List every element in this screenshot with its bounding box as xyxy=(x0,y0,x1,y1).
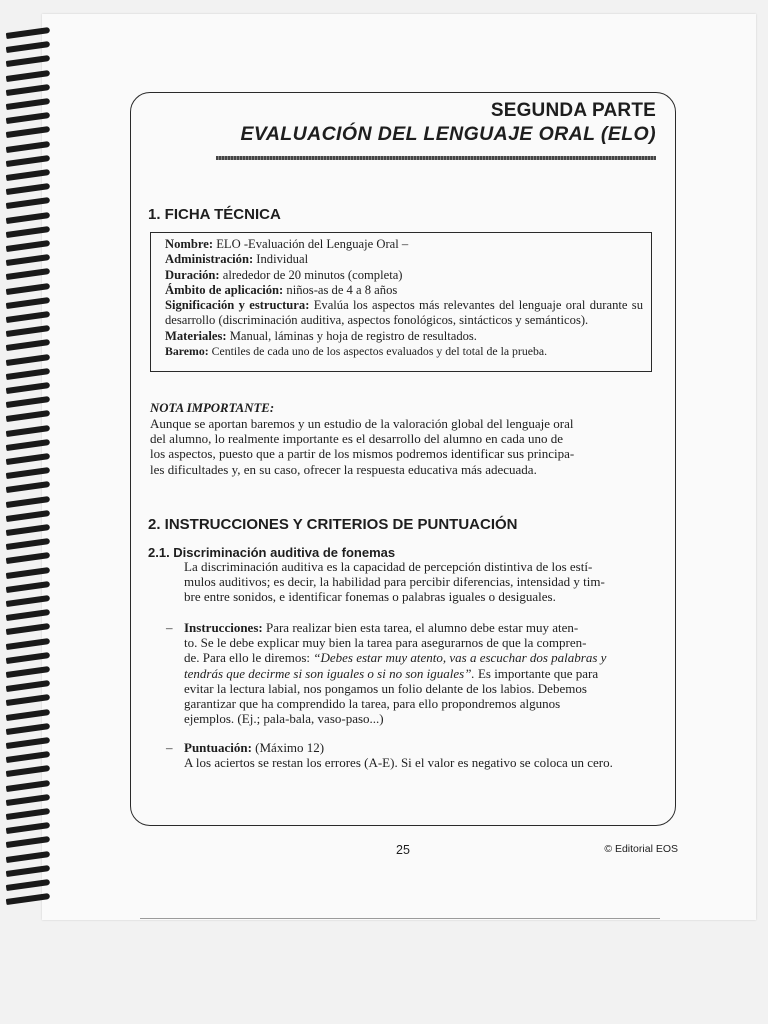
spiral-coil xyxy=(6,84,50,96)
spiral-coil xyxy=(6,55,50,67)
spiral-coil xyxy=(6,567,50,579)
spiral-coil xyxy=(6,27,50,39)
intro-line: mulos auditivos; es decir, la habilidad para percibir diferencias, intensidad y tim- xyxy=(184,574,605,590)
spiral-coil xyxy=(6,141,50,153)
spiral-coil xyxy=(6,368,50,380)
spiral-coil xyxy=(6,126,50,138)
spiral-coil xyxy=(6,595,50,607)
spiral-coil xyxy=(6,851,50,863)
spiral-coil xyxy=(6,439,50,451)
nota-line: del alumno, lo realmente importante es el desarrollo del alumno en cada uno de xyxy=(150,431,563,447)
spiral-coil xyxy=(6,496,50,508)
spiral-coil xyxy=(6,751,50,763)
spiral-coil xyxy=(6,481,50,493)
part-label: SEGUNDA PARTE xyxy=(490,100,656,121)
spiral-coil xyxy=(6,666,50,678)
spiral-binding xyxy=(6,30,52,920)
part-title: EVALUACIÓN DEL LENGUAJE ORAL (ELO) xyxy=(240,123,656,145)
spiral-coil xyxy=(6,808,50,820)
spiral-coil xyxy=(6,652,50,664)
spiral-coil xyxy=(6,41,50,53)
spiral-coil xyxy=(6,836,50,848)
spiral-coil xyxy=(6,623,50,635)
section-1-heading: 1. FICHA TÉCNICA xyxy=(148,206,281,223)
spiral-coil xyxy=(6,609,50,621)
instrucciones-label: Instrucciones: xyxy=(184,620,263,635)
spiral-coil xyxy=(6,254,50,266)
section-2-heading: 2. INSTRUCCIONES Y CRITERIOS DE PUNTUACIÓN xyxy=(148,516,518,533)
ficha-row-duracion: Duración: alrededor de 20 minutos (completa) xyxy=(165,267,403,282)
spiral-coil xyxy=(6,226,50,238)
title-divider xyxy=(216,156,656,160)
spiral-coil xyxy=(6,297,50,309)
nota-line: los aspectos, puesto que a partir de los mismos podremos identificar sus principa- xyxy=(150,446,575,462)
spiral-coil xyxy=(6,737,50,749)
ficha-row-ambito: Ámbito de aplicación: niños-as de 4 a 8 años xyxy=(165,282,398,297)
spiral-coil xyxy=(6,339,50,351)
spiral-coil xyxy=(6,410,50,422)
instrucciones-item: Instrucciones: Para realizar bien esta tarea, el alumno debe estar muy aten- to. Se le debe explicar muy bien la tarea para asegurarnos de que la compren- de. Para ello le diremos: “Debes estar muy atento, vas a escuchar dos palabras y tendrás que decirme si son iguales o si no son iguales”. Es importante que para evitar la lectura labial, nos pongamos un folio delante de los labios. Debemos garantizar que ha comprendido la tarea, para ello propondremos algunos ejemplos. (Ej.; pala-bala, vaso-paso...) xyxy=(184,620,607,727)
spiral-coil xyxy=(6,212,50,224)
spiral-coil xyxy=(6,638,50,650)
copyright: © Editorial EOS xyxy=(604,843,678,855)
nota-line: Aunque se aportan baremos y un estudio de la valoración global del lenguaje oral xyxy=(150,416,574,431)
ficha-tecnica-box xyxy=(150,232,652,372)
spiral-coil xyxy=(6,765,50,777)
spiral-coil xyxy=(6,552,50,564)
spiral-coil xyxy=(6,865,50,877)
spiral-coil xyxy=(6,155,50,167)
spiral-coil xyxy=(6,425,50,437)
instruction-quote: tendrás que decirme si son iguales o si no son iguales”. xyxy=(184,665,475,681)
spiral-coil xyxy=(6,467,50,479)
spiral-coil xyxy=(6,311,50,323)
spiral-coil xyxy=(6,780,50,792)
spiral-coil xyxy=(6,240,50,252)
subsection-2-1-heading: 2.1. Discriminación auditiva de fonemas xyxy=(148,545,396,560)
spiral-coil xyxy=(6,396,50,408)
spiral-coil xyxy=(6,325,50,337)
spiral-coil xyxy=(6,453,50,465)
ficha-row-nombre: Nombre: ELO -Evaluación del Lenguaje Oral – xyxy=(165,237,409,251)
puntuacion-dash: – xyxy=(166,740,173,755)
ficha-row-significacion: Significación y estructura: Evalúa los aspectos más relevantes del lenguaje oral durante su desarrollo (discriminación auditiva, aspectos fonológicos, sintácticos y semánticos). xyxy=(165,298,643,328)
spiral-coil xyxy=(6,581,50,593)
spiral-coil xyxy=(6,680,50,692)
page-number: 25 xyxy=(396,843,410,857)
spiral-coil xyxy=(6,197,50,209)
spiral-coil xyxy=(6,382,50,394)
bottom-edge-line xyxy=(140,918,660,919)
ficha-row-administracion: Administración: Individual xyxy=(165,252,309,267)
spiral-coil xyxy=(6,694,50,706)
spiral-coil xyxy=(6,169,50,181)
spiral-coil xyxy=(6,893,50,905)
intro-line: bre entre sonidos, e identificar fonemas o palabras iguales o desiguales. xyxy=(184,589,556,605)
spiral-coil xyxy=(6,354,50,366)
instrucciones-dash: – xyxy=(166,620,173,635)
spiral-coil xyxy=(6,268,50,280)
spiral-coil xyxy=(6,183,50,195)
nota-heading: NOTA IMPORTANTE: xyxy=(150,401,275,415)
intro-line: La discriminación auditiva es la capacidad de percepción distintiva de los estí- xyxy=(184,559,593,574)
spiral-coil xyxy=(6,283,50,295)
spiral-coil xyxy=(6,98,50,110)
intro-paragraph xyxy=(148,559,605,605)
instruction-quote: “Debes estar muy atento, vas a escuchar dos palabras y xyxy=(313,650,607,666)
spiral-coil xyxy=(6,538,50,550)
spiral-coil xyxy=(6,510,50,522)
spiral-coil xyxy=(6,709,50,721)
spiral-coil xyxy=(6,112,50,124)
ficha-row-materiales: Materiales: Manual, láminas y hoja de registro de resultados. xyxy=(165,328,477,343)
nota-paragraph xyxy=(150,416,574,477)
spiral-coil xyxy=(6,70,50,82)
spiral-coil xyxy=(6,524,50,536)
puntuacion-label: Puntuación: xyxy=(184,740,252,755)
nota-line: les dificultades y, en su caso, ofrecer la respuesta educativa más adecuada. xyxy=(150,461,537,477)
spiral-coil xyxy=(6,794,50,806)
spiral-coil xyxy=(6,822,50,834)
spiral-coil xyxy=(6,879,50,891)
spiral-coil xyxy=(6,723,50,735)
ficha-row-baremo: Baremo: Centiles de cada uno de los aspectos evaluados y del total de la prueba. xyxy=(165,344,548,359)
puntuacion-item: Puntuación: (Máximo 12) A los aciertos se restan los errores (A-E). Si el valor es negativo se coloca un cero. xyxy=(184,740,613,771)
